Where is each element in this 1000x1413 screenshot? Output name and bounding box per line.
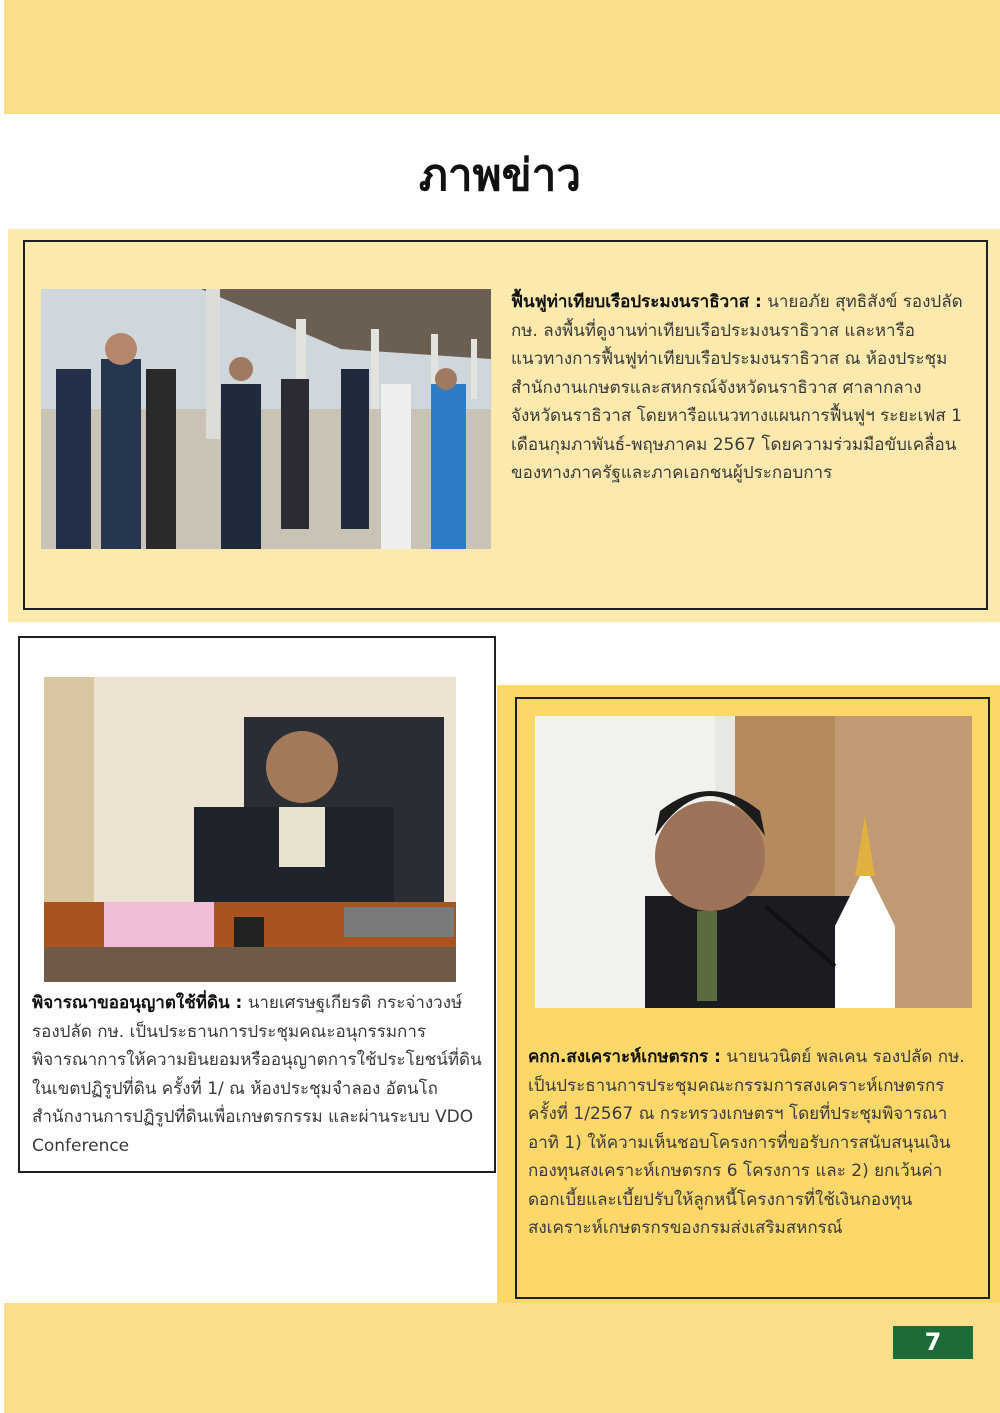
news-heading-1: ฟื้นฟูท่าเทียบเรือประมงนราธิวาส : (511, 292, 762, 312)
news-body-1: นายอภัย สุทธิสังข์ รองปลัด กษ. ลงพื้นที่ดูงานท่าเทียบเรือประมงนราธิวาส และหารือแนวทางการฟื้นฟูท่าเทียบเรือประมงนราธิวาส ณ ห้องประชุมสำนักงานเกษตรและสหกรณ์จังหวัดนราธิวาส ศาลากลางจังหวัดนราธิวาส โดยหารือแนวทางแผนการฟื้นฟูฯ ระยะเฟส 1 เดือนกุมภาพันธ์-พฤษภาคม 2567 โดยความร่วมมือขับเคลื่อนของทางภาครัฐและภาคเอกชนผู้ประกอบการ (511, 292, 963, 483)
news-caption-3 (528, 1043, 978, 1243)
news-caption-1 (511, 288, 963, 488)
page-title: ภาพข่าว (418, 150, 582, 201)
news-photo-farmer-welfare (535, 716, 972, 1008)
news-caption-2 (32, 989, 484, 1160)
news-heading-2: พิจารณาขออนุญาตใช้ที่ดิน : (32, 993, 243, 1013)
page-number-badge: 7 (893, 1326, 973, 1359)
bottom-banner (4, 1303, 1000, 1413)
news-body-3: นายนวนิตย์ พลเคน รองปลัด กษ. เป็นประธานการประชุมคณะกรรมการสงเคราะห์เกษตรกร ครั้งที่ 1/2567 ณ กระทรวงเกษตรฯ โดยที่ประชุมพิจารณาอาทิ 1) ให้ความเห็นชอบโครงการที่ขอรับการสนับสนุนเงินกองทุนสงเคราะห์เกษตรกร 6 โครงการ และ 2) ยกเว้นค่าดอกเบี้ยและเบี้ยปรับให้ลูกหนี้โครงการที่ใช้เงินกองทุนสงเคราะห์เกษตรกรของกรมส่งเสริมสหกรณ์ (528, 1047, 965, 1238)
news-heading-3: คกก.สงเคราะห์เกษตรกร : (528, 1047, 721, 1067)
top-banner (4, 0, 1000, 114)
news-body-2: นายเศรษฐเกียรติ กระจ่างวงษ์ รองปลัด กษ. เป็นประธานการประชุมคณะอนุกรรมการพิจารณาการให้ความยินยอมหรืออนุญาตการใช้ประโยชน์ที่ดินในเขตปฏิรูปที่ดิน ครั้งที่ 1/ ณ ห้องประชุมจำลอง อัตนโถ สำนักงานการปฏิรูปที่ดินเพื่อเกษตรกรรม และผ่านระบบ VDO Conference (32, 993, 482, 1156)
news-photo-land-meeting (44, 677, 456, 982)
news-photo-fishing-port (41, 289, 491, 549)
